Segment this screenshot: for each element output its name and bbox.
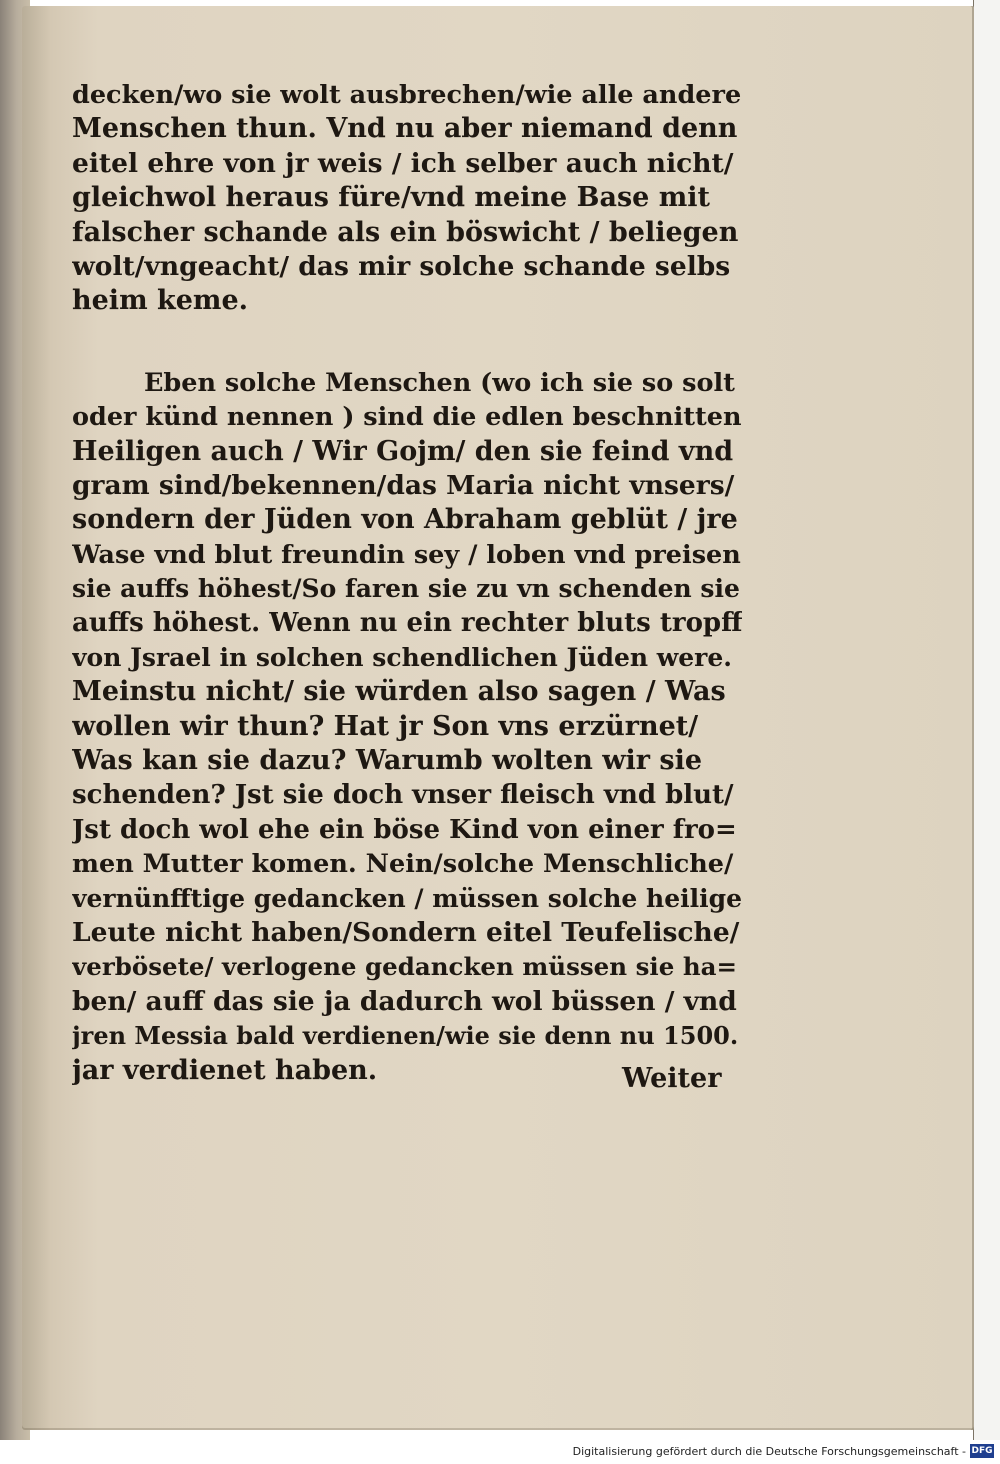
text-line: decken/wo sie wolt ausbrechen/wie alle andere <box>72 80 742 110</box>
text-line: von Jsrael in solchen schendlichen Jüden were. <box>72 642 732 672</box>
text-line: oder künd nennen ) sind die edlen beschnitten <box>72 402 742 433</box>
text-line: Leute nicht haben/Sondern eitel Teufelische/ <box>72 916 740 948</box>
text-line: schenden? Jst sie doch vnser fleisch vnd blut/ <box>72 780 734 811</box>
text-line: Jst doch wol ehe ein böse Kind von einer fro= <box>72 814 737 845</box>
text-line: eitel ehre von jr weis / ich selber auch nicht/ <box>72 147 734 179</box>
text-line: gleichwol heraus füre/vnd meine Base mit <box>72 182 711 214</box>
text-line: Menschen thun. Vnd nu aber niemand denn <box>72 113 738 145</box>
text-line: jar verdienet haben. <box>72 1054 378 1086</box>
text-line: ben/ auff das sie ja dadurch wol büssen / vnd <box>72 985 737 1017</box>
funding-credit: Digitalisierung gefördert durch die Deutsche Forschungsgemeinschaft - <box>572 1445 966 1458</box>
footer-bar <box>0 1440 1000 1464</box>
scan-right-background <box>973 0 1000 1440</box>
text-line: vernünfftige gedancken / müssen solche heilige <box>72 883 742 913</box>
text-line: sie auffs höhest/So faren sie zu vn schenden sie <box>72 574 740 604</box>
text-line: sondern der Jüden von Abraham geblüt / jre <box>72 504 738 536</box>
text-line: wolt/vngeacht/ das mir solche schande selbs <box>72 250 731 282</box>
page-text <box>72 78 742 1088</box>
paragraph-break <box>72 319 742 366</box>
text-line: Was kan sie dazu? Warumb wolten wir sie <box>72 745 703 777</box>
text-line: jren Messia bald verdienen/wie sie denn nu 1500. <box>72 1021 739 1051</box>
text-line: falscher schande als ein böswicht / beliegen <box>72 216 739 248</box>
text-line: Wase vnd blut freundin sey / loben vnd preisen <box>72 539 741 570</box>
text-line: heim keme. <box>72 285 249 317</box>
text-line: men Mutter komen. Nein/solche Menschliche/ <box>72 849 734 880</box>
text-line: verbösete/ verlogene gedancken müssen sie ha= <box>72 952 738 982</box>
text-line: wollen wir thun? Hat jr Son vns erzürnet/ <box>72 710 699 742</box>
book-page <box>22 6 974 1430</box>
text-line: Meinstu nicht/ sie würden also sagen / Was <box>72 676 726 708</box>
text-line: auffs höhest. Wenn nu ein rechter bluts tropff <box>72 608 742 639</box>
text-line: Heiligen auch / Wir Gojm/ den sie feind vnd <box>72 435 734 467</box>
dfg-logo: DFG <box>971 1446 993 1456</box>
text-line: Eben solche Menschen (wo ich sie so solt <box>144 367 735 398</box>
text-line: gram sind/bekennen/das Maria nicht vnsers/ <box>72 469 735 501</box>
catchword: Weiter <box>622 1063 722 1094</box>
